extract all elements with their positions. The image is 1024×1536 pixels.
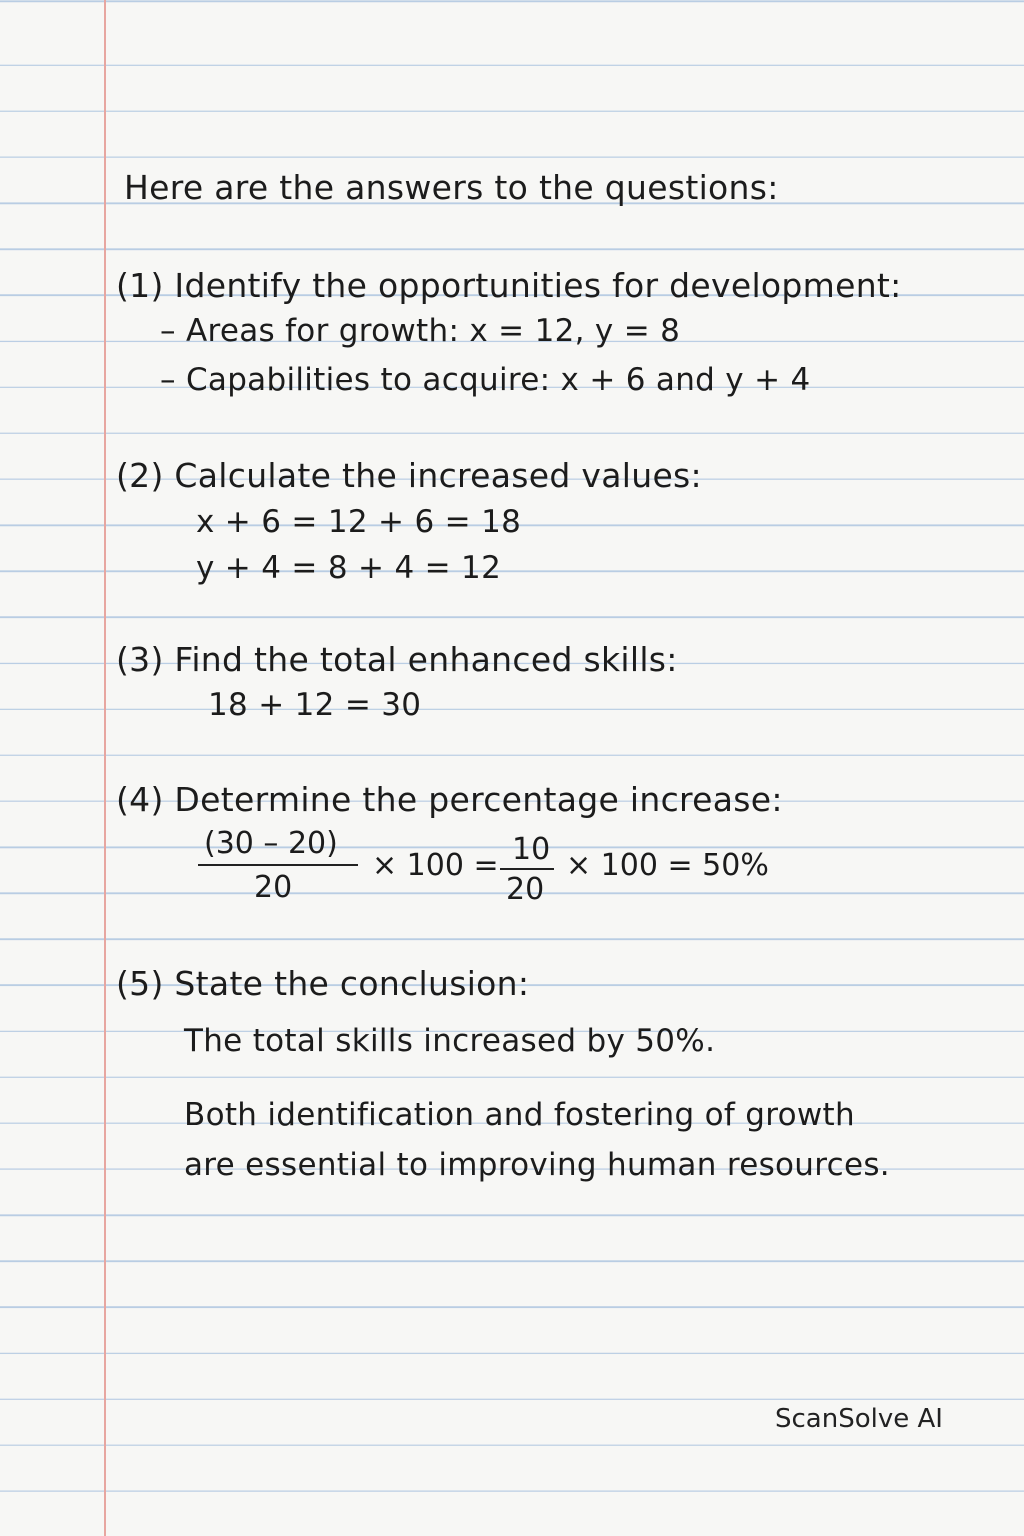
q5-line-1: The total skills increased by 50%. [184, 1023, 716, 1059]
q1-line-2: – Capabilities to acquire: x + 6 and y + 4 [160, 362, 811, 398]
fraction-2-numerator: 10 [512, 832, 551, 867]
q1-line-1: – Areas for growth: x = 12, y = 8 [160, 313, 681, 349]
q1-heading: (1) Identify the opportunities for development: [116, 266, 902, 305]
margin-line [104, 0, 106, 1536]
q3-line-1: 18 + 12 = 30 [208, 687, 422, 723]
fraction-2-denominator: 20 [506, 872, 545, 907]
q5-line-2: Both identification and fostering of growth [184, 1097, 855, 1133]
multiply-text-1: × 100 = [372, 848, 499, 883]
fraction-2-bar [500, 868, 554, 870]
q5-heading: (5) State the conclusion: [116, 964, 530, 1003]
multiply-text-2: × 100 = 50% [566, 848, 769, 883]
q4-heading: (4) Determine the percentage increase: [116, 780, 783, 819]
q2-heading: (2) Calculate the increased values: [116, 456, 702, 495]
fraction-1-bar [198, 864, 358, 866]
q2-line-2: y + 4 = 8 + 4 = 12 [196, 550, 502, 586]
intro-text: Here are the answers to the questions: [124, 168, 779, 207]
watermark-text: ScanSolve AI [775, 1404, 943, 1434]
q5-line-3: are essential to improving human resources. [184, 1147, 890, 1183]
fraction-1-numerator: (30 – 20) [204, 826, 338, 861]
fraction-1-denominator: 20 [254, 870, 293, 905]
q3-heading: (3) Find the total enhanced skills: [116, 640, 678, 679]
q2-line-1: x + 6 = 12 + 6 = 18 [196, 504, 522, 540]
